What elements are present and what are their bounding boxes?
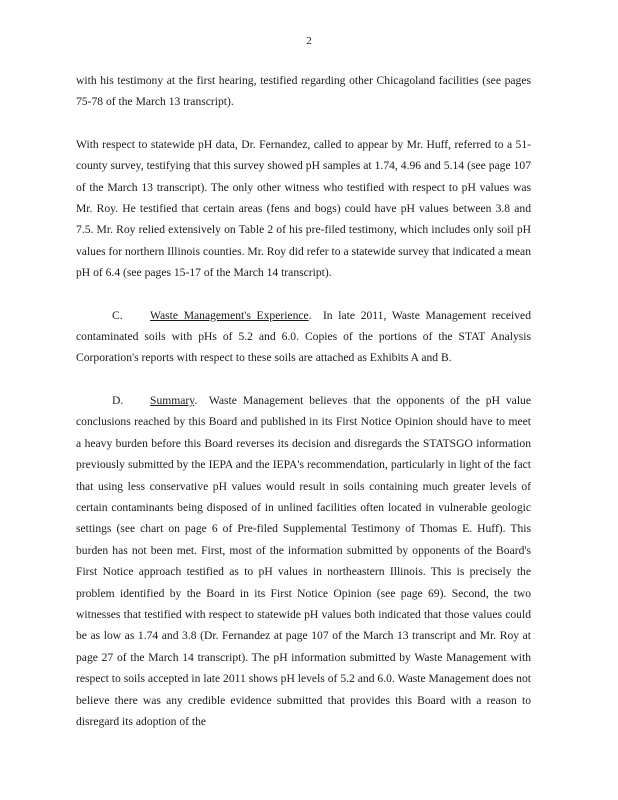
paragraph-statewide-ph: With respect to statewide pH data, Dr. Fernandez, called to appear by Mr. Huff, referred to a 51-county survey, testifying that this survey showed pH samples at 1.74, 4.96 and 5.14 (see page 107 of the March 13 transcript). The only other witness who testified with respect to pH values was Mr. Roy. He testified that certain areas (fens and bogs) could have pH values between 3.8 and 7.5. Mr. Roy relied extensively on Table 2 of his pre-filed testimony, which includes only soil pH values for northern Illinois counties. Mr. Roy did refer to a statewide survey that indicated a mean pH of 6.4 (see pages 15-17 of the March 14 transcript). (76, 137, 531, 280)
page-number: 2 (306, 35, 312, 47)
section-c-text: In late 2011, Waste Management received contaminated soils with pHs of 5.2 and 6.0. Copies of the portions of the STAT Analysis Corporation's reports with respect to these soils are attached as Exhibits A and B. (76, 308, 531, 365)
section-c-paragraph: C. Waste Management's Experience. In late 2011, Waste Management received contaminated soils with pHs of 5.2 and 6.0. Copies of the portions of the STAT Analysis Corporation's reports with respect to these soils are attached as Exhibits A and B. (76, 305, 531, 369)
section-d-paragraph: D. Summary. Waste Management believes that the opponents of the pH value conclusions reached by this Board and published in its First Notice Opinion should have to meet a heavy burden before this Board reverses its decision and disregards the STATSGO information previously submitted by the IEPA and the IEPA's recommendation, particularly in light of the fact that using less conservative pH values would result in soils containing much greater levels of certain contaminants being disposed of in unlined facilities often located in vulnerable geologic settings (see chart on page 6 of Pre-filed Supplemental Testimony of Thomas E. Huff). This burden has not been met. First, most of the information submitted by opponents of the Board's First Notice approach testified as to pH values in northeastern Illinois. This is precisely the problem identified by the Board in its First Notice Opinion (see page 69). Second, the two witnesses that testified with respect to statewide pH values both indicated that those values could be as low as 1.74 and 3.8 (Dr. Fernandez at page 107 of the March 13 transcript and Mr. Roy at page 27 of the March 14 transcript). The pH information submitted by Waste Management with respect to soils accepted in late 2011 shows pH levels of 5.2 and 6.0. Waste Management does not believe there was any credible evidence submitted that provides this Board with a reason to disregard its adoption of the (76, 390, 531, 733)
section-d-title: Summary (150, 393, 195, 407)
section-c-title: Waste Management's Experience (150, 308, 309, 322)
section-d-letter: D. (112, 393, 124, 407)
document-body (76, 70, 531, 732)
paragraph-continuation: with his testimony at the first hearing, testified regarding other Chicagoland facilities (see pages 75-78 of the March 13 transcript). (76, 74, 531, 109)
section-d-text: Waste Management believes that the opponents of the pH value conclusions reached by this Board and published in its First Notice Opinion should have to meet a heavy burden before this Board reverses its decision and disregards the STATSGO information previously submitted by the IEPA and the IEPA's recommendation, particularly in light of the fact that using less conservative pH values would result in soils containing much greater levels of certain contaminants being disposed of in unlined facilities often located in vulnerable geologic settings (see chart on page 6 of Pre-filed Supplemental Testimony of Thomas E. Huff). This burden has not been met. First, most of the information submitted by opponents of the Board's First Notice approach testified as to pH values in northeastern Illinois. This is precisely the problem identified by the Board in its First Notice Opinion (see page 69). Second, the two witnesses that testified with respect to statewide pH values both indicated that those values could be as low as 1.74 and 3.8 (Dr. Fernandez at page 107 of the March 13 transcript and Mr. Roy at page 27 of the March 14 transcript). The pH information submitted by Waste Management with respect to soils accepted in late 2011 shows pH levels of 5.2 and 6.0. Waste Management does not believe there was any credible evidence submitted that provides this Board with a reason to disregard its adoption of the (76, 393, 531, 728)
section-c-letter: C. (112, 308, 123, 322)
